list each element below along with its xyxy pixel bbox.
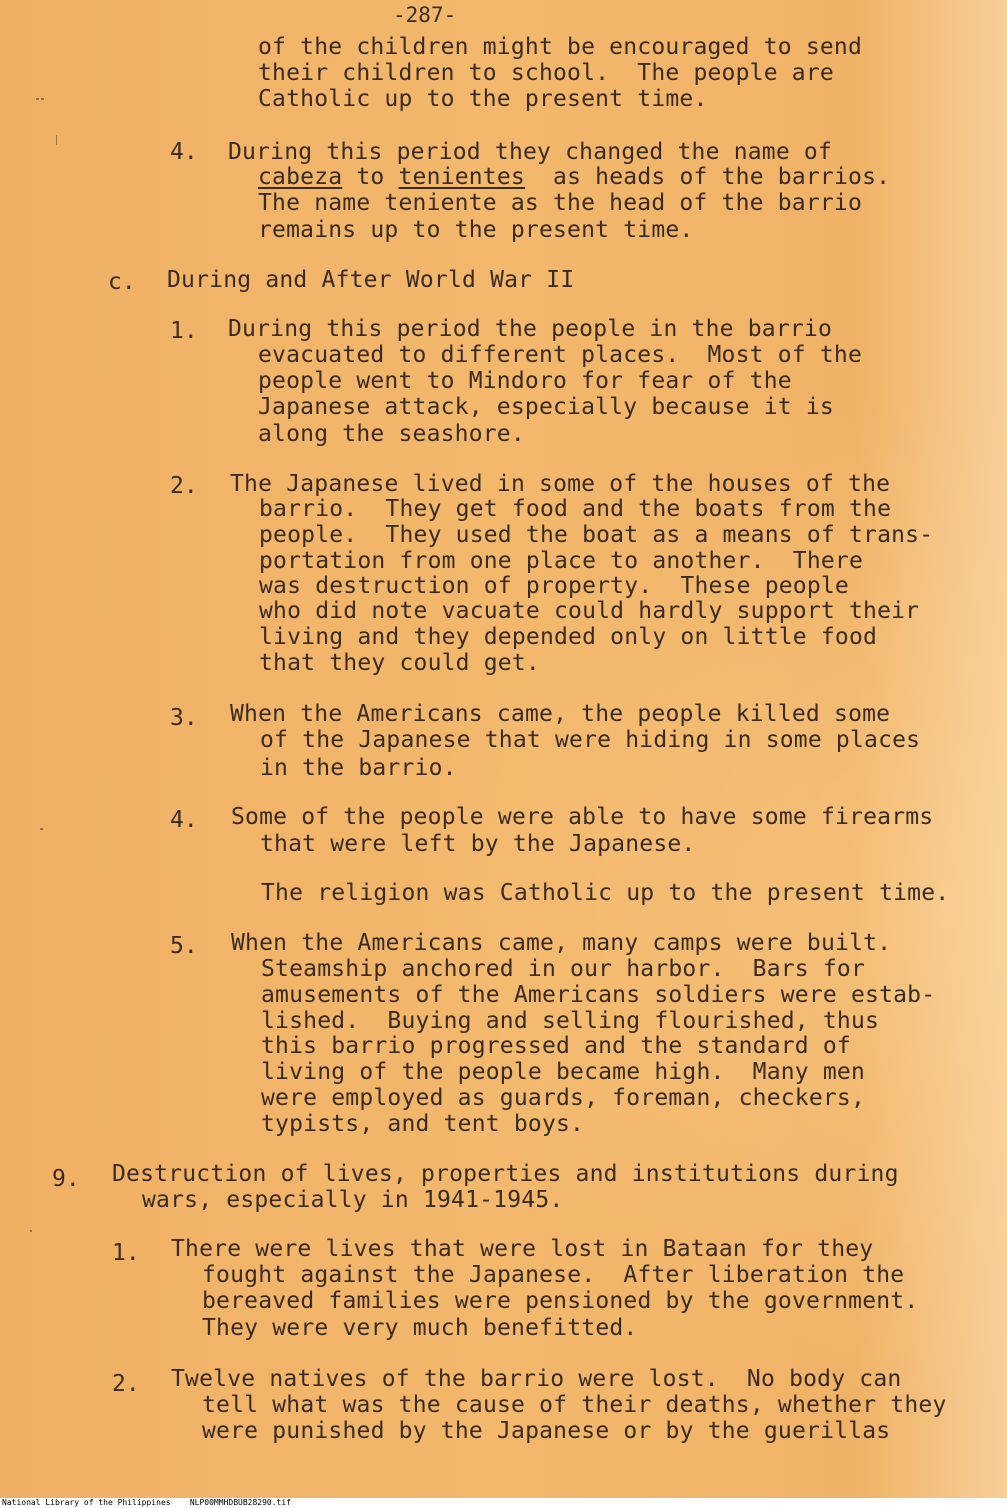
- item-number: 1.: [170, 318, 198, 344]
- item-line: in the barrio.: [260, 755, 457, 781]
- item-line: amusements of the Americans soldiers were estab-: [261, 982, 936, 1008]
- item-b4-rest: as heads of the barrios.: [524, 164, 891, 190]
- item-line: along the seashore.: [258, 421, 525, 447]
- item-line: Japanese attack, especially because it is: [258, 394, 834, 420]
- page-number: -287-: [393, 3, 457, 27]
- religion-note: The religion was Catholic up to the present time.: [261, 880, 950, 906]
- section-number: 9.: [52, 1166, 80, 1192]
- item-line: During this period the people in the barrio: [228, 316, 833, 342]
- scan-speck: [30, 1230, 32, 1232]
- item-number: 2.: [112, 1371, 140, 1397]
- item-line: barrio. They get food and the boats from the: [259, 496, 892, 522]
- item-b4-line: remains up to the present time.: [258, 217, 694, 243]
- item-number: 3.: [170, 705, 198, 731]
- item-number: 2.: [170, 473, 198, 499]
- item-line: who did note vacuate could hardly support their: [259, 598, 920, 624]
- intro-line: their children to school. The people are: [258, 60, 834, 86]
- section-heading: During and After World War II: [167, 267, 575, 293]
- item-line: Twelve natives of the barrio were lost. No body can: [171, 1366, 902, 1392]
- item-line: Some of the people were able to have some firearms: [231, 804, 934, 830]
- intro-line: of the children might be encouraged to send: [258, 34, 863, 60]
- item-b4-line: [258, 164, 890, 190]
- item-number: 4.: [170, 807, 198, 833]
- scan-speck: [36, 98, 39, 100]
- item-line: When the Americans came, the people killed some: [230, 701, 891, 727]
- item-line: tell what was the cause of their deaths, whether they: [202, 1392, 947, 1418]
- item-line: that they could get.: [259, 650, 540, 676]
- item-number: 4.: [170, 139, 198, 165]
- scan-speck: [56, 135, 57, 145]
- connector-text: to: [342, 164, 399, 190]
- item-line: people. They used the boat as a means of trans-: [259, 522, 934, 548]
- item-number: 5.: [170, 933, 198, 959]
- item-line: Steamship anchored in our harbor. Bars for: [261, 956, 866, 982]
- item-line: When the Americans came, many camps were built.: [231, 930, 892, 956]
- item-line: portation from one place to another. There: [259, 548, 864, 574]
- term-tenientes: tenientes: [398, 164, 525, 190]
- intro-line: Catholic up to the present time.: [258, 86, 708, 112]
- footer-file: NLP00MMHDBUB28290.tif: [189, 1498, 291, 1507]
- item-line: living of the people became high. Many men: [261, 1059, 866, 1085]
- section-heading: Destruction of lives, properties and institutions during: [112, 1161, 899, 1187]
- scan-speck: [41, 98, 44, 100]
- item-line: The Japanese lived in some of the houses of the: [230, 471, 891, 497]
- item-line: They were very much benefitted.: [202, 1315, 638, 1341]
- scan-footer: [0, 1498, 1007, 1508]
- item-line: There were lives that were lost in Bataan for they: [171, 1236, 874, 1262]
- term-cabeza: cabeza: [258, 164, 343, 190]
- section-letter: c.: [108, 269, 136, 295]
- item-line: typists, and tent boys.: [261, 1111, 585, 1137]
- item-b4-line: During this period they changed the name of: [228, 139, 833, 165]
- item-line: was destruction of property. These people: [259, 573, 849, 599]
- scan-speck: [40, 828, 43, 830]
- item-line: were punished by the Japanese or by the guerillas: [202, 1418, 891, 1444]
- item-line: lished. Buying and selling flourished, thus: [261, 1008, 880, 1034]
- item-line: of the Japanese that were hiding in some places: [260, 727, 921, 753]
- item-line: that were left by the Japanese.: [260, 831, 696, 857]
- item-b4-line: The name teniente as the head of the barrio: [258, 190, 863, 216]
- item-line: evacuated to different places. Most of the: [258, 342, 863, 368]
- item-line: were employed as guards, foreman, checkers,: [261, 1085, 866, 1111]
- item-line: living and they depended only on little food: [259, 624, 878, 650]
- item-line: bereaved families were pensioned by the government.: [202, 1288, 919, 1314]
- item-line: fought against the Japanese. After liberation the: [202, 1262, 905, 1288]
- item-line: this barrio progressed and the standard of: [261, 1033, 851, 1059]
- section-heading: wars, especially in 1941-1945.: [142, 1187, 564, 1213]
- item-line: people went to Mindoro for fear of the: [258, 368, 792, 394]
- item-number: 1.: [112, 1240, 140, 1266]
- footer-library: National Library of the Philippines: [2, 1498, 171, 1507]
